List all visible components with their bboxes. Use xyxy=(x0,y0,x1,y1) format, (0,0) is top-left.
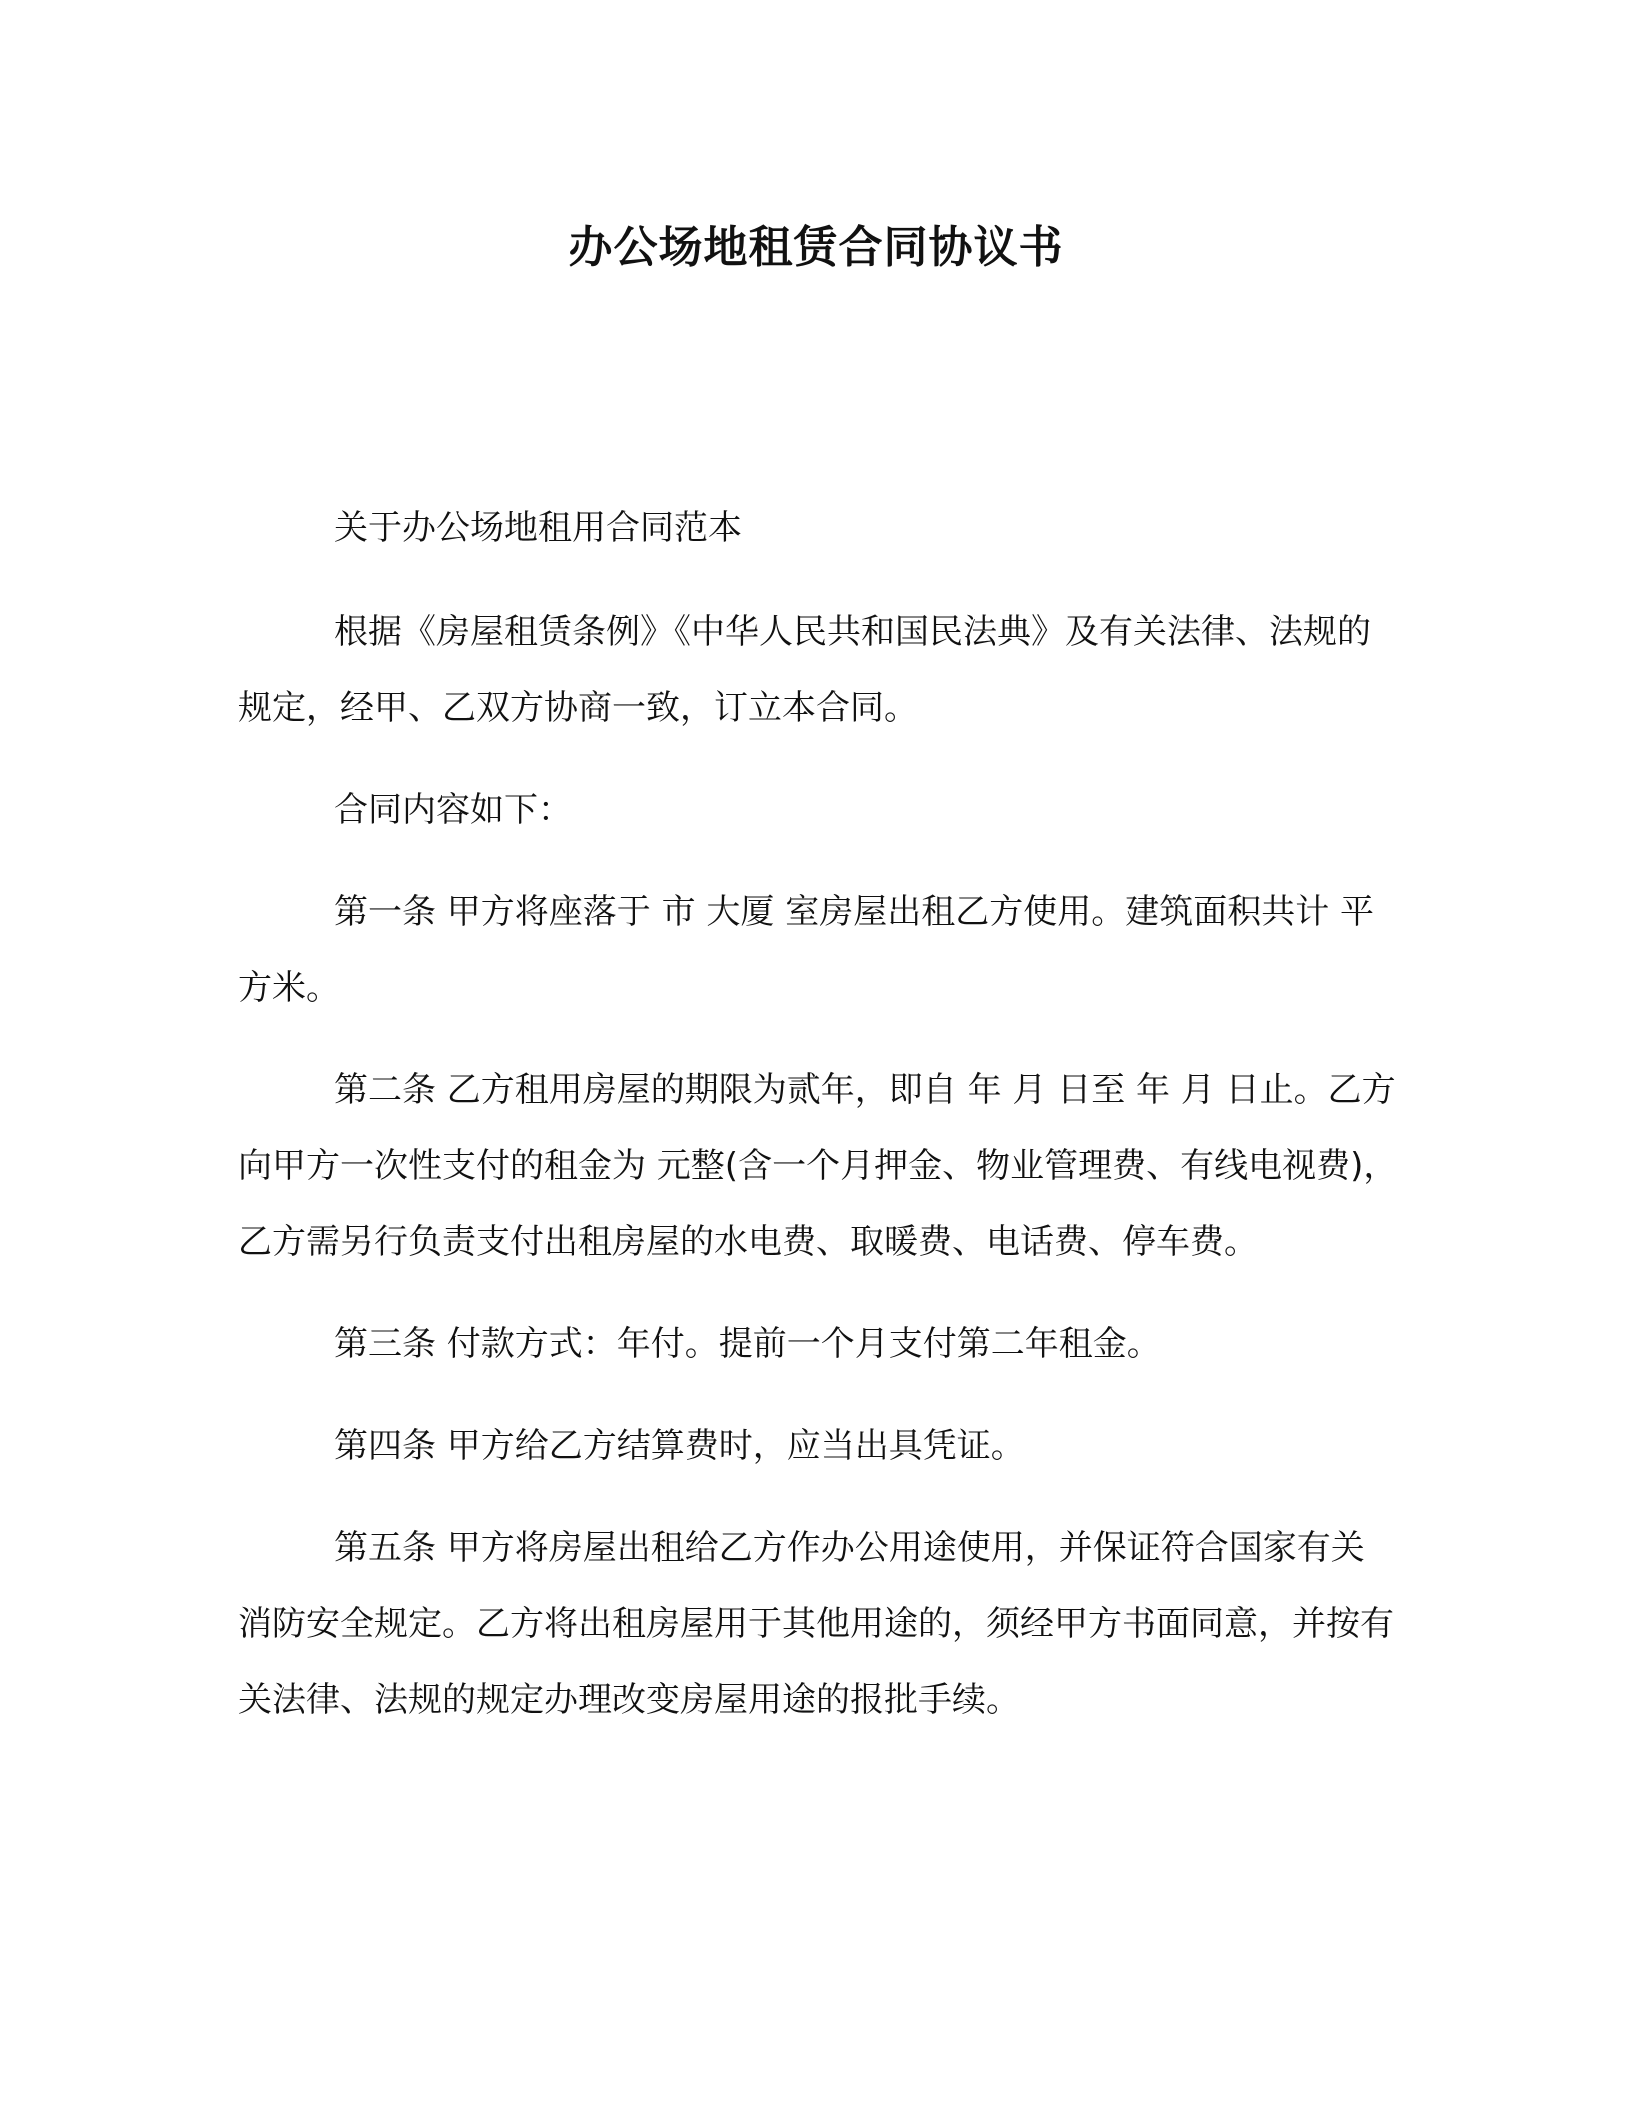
paragraph-article-2: 第二条 乙方租用房屋的期限为贰年，即自 年 月 日至 年 月 日止。乙方向甲方一次性支付的租金为 元整(含一个月押金、物业管理费、有线电视费)，乙方需另行负责支付出租房屋的水电费、取暖费、电话费、停车费。 xyxy=(238,1070,1398,1262)
paragraph-article-4: 第四条 甲方给乙方结算费时，应当出具凭证。 xyxy=(334,1426,1025,1466)
paragraph-article-1: 第一条 甲方将座落于 市 大厦 室房屋出租乙方使用。建筑面积共计 平方米。 xyxy=(238,892,1375,1008)
paragraph-article-5: 第五条 甲方将房屋出租给乙方作办公用途使用，并保证符合国家有关消防安全规定。乙方将出租房屋用于其他用途的，须经甲方书面同意，并按有关法律、法规的规定办理改变房屋用途的报批手续。 xyxy=(238,1528,1394,1720)
document-body xyxy=(238,490,1398,1764)
document-title: 办公场地租赁合同协议书 xyxy=(568,222,1064,273)
document-subtitle: 关于办公场地租用合同范本 xyxy=(334,508,742,548)
paragraph-preamble: 根据《房屋租赁条例》《中华人民共和国民法典》及有关法律、法规的规定，经甲、乙双方协商一致，订立本合同。 xyxy=(238,612,1371,728)
paragraph-article-3: 第三条 付款方式：年付。提前一个月支付第二年租金。 xyxy=(334,1324,1161,1364)
paragraph-contents-intro: 合同内容如下： xyxy=(334,790,572,830)
